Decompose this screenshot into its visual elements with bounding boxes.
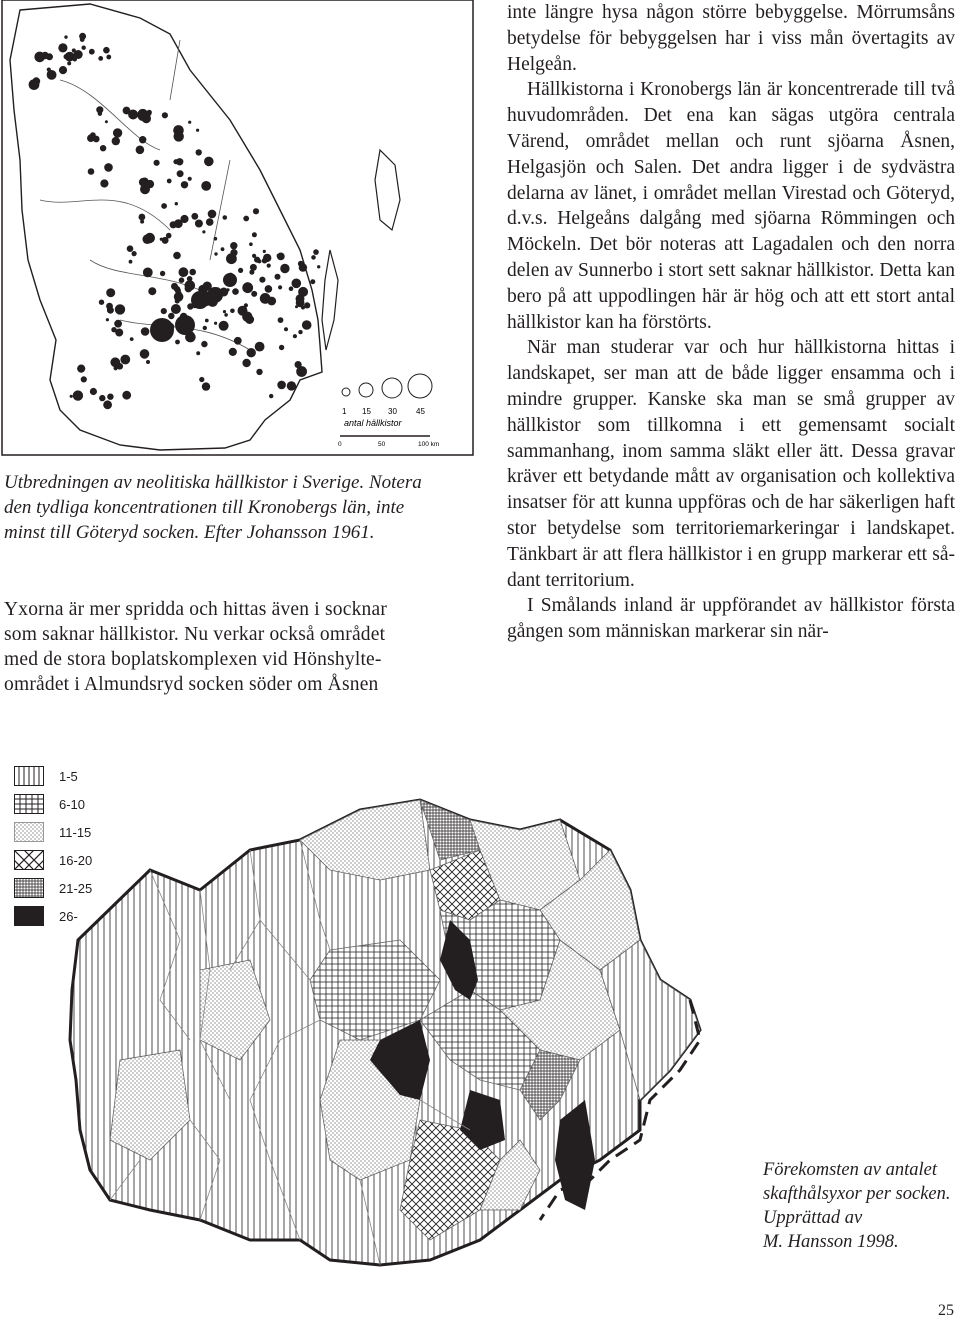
distribution-dot [292,279,302,289]
distribution-dot [223,273,237,287]
distribution-dot [259,277,265,283]
distribution-dot [232,288,239,295]
distribution-dot [115,304,125,314]
distribution-dot [256,369,262,375]
distribution-dot [298,330,302,334]
paragraph: inte längre hysa någon större bebyggelse. Mörrumsåns betydelse för bebyggelsen har i viss mån övertagits av Helgeån. [507,2,955,75]
distribution-map-sweden [0,0,475,460]
distribution-dot [93,136,100,143]
distribution-dot [279,345,284,350]
distribution-dot [175,315,195,335]
distribution-dot [161,203,167,209]
distribution-dot [202,230,205,233]
distribution-dot [139,136,146,143]
distribution-dot [204,157,214,167]
distribution-dot [223,215,228,220]
distribution-dot [114,320,122,328]
distribution-dot [179,267,189,277]
distribution-dot [173,159,178,164]
distribution-dot [139,178,148,187]
distribution-dot [296,366,307,377]
legend-label: 16-20 [59,853,93,868]
distribution-dot [205,319,209,323]
map1-caption [4,470,466,545]
distribution-dot [223,310,226,313]
distribution-dot [64,35,67,38]
distribution-dot [73,390,83,400]
distribution-dot [82,46,86,50]
distribution-dot [122,391,131,400]
right-column-text [507,0,955,645]
distribution-dot [284,327,288,331]
distribution-dot [267,264,271,268]
distribution-dot [278,285,282,289]
distribution-dot [252,254,256,258]
distribution-dot [145,233,155,243]
distribution-dot [107,307,114,314]
distribution-dot [185,280,196,291]
distribution-dot [234,337,242,345]
distribution-dot [243,216,249,222]
distribution-dot [265,285,273,293]
legend-row [14,878,134,898]
distribution-dot [221,247,225,251]
distribution-dot [103,47,110,54]
distribution-dot [105,120,108,123]
distribution-dot [67,61,71,65]
distribution-dot [224,313,228,317]
legend-label: 1-5 [59,769,78,784]
distribution-dot [278,317,284,323]
legend-value: 45 [416,407,425,416]
legend-row [14,850,134,870]
distribution-dot [34,81,39,86]
distribution-dot [214,237,218,241]
distribution-dot [257,259,261,263]
distribution-dot [238,268,243,273]
paragraph: Hällkistorna i Kronobergs län är koncentrerade till två huvudområden. Det ena kan sägas utgöra centrala Värend, området mellan och runt sjöarna Åsnen, Helgasjön och Salen. Det andra ligger i de sydvästra delarna av länet, i området mellan Virestad och Göteryd, d.v.s. Helgeåns dalgång med sjöarna Römmingen och Möckeln. Det bör noteras att Lagadalen och den norra delen av Sunnerbo i stort sett saknar hällkistor. Detta kan bero på att uppodlingen här är hög och att ett stort antal hällkistor kan ha förstörts. [507,79,955,333]
map2-caption [763,1158,958,1254]
legend-label: 26- [59,909,78,924]
distribution-dot [143,268,153,278]
distribution-dot [299,263,307,271]
distribution-dot [41,52,48,59]
scale-label: 0 [338,441,342,448]
legend-value: 15 [362,407,371,416]
distribution-dot [160,271,165,276]
distribution-dot [113,128,122,137]
distribution-dot [230,242,237,249]
body-line: området i Almundsryd socken söder om Åsnen [4,674,379,695]
distribution-dot [98,112,102,116]
distribution-dot [188,121,191,124]
body-line: med de stora boplatskomplexen vid Hönshylte- [4,649,382,670]
pattern-swatch-icon [14,766,44,786]
distribution-dot [150,318,174,342]
distribution-dot [154,160,160,166]
distribution-dot [304,302,310,308]
distribution-dot [88,168,95,175]
caption-line: den tydliga koncentrationen till Kronobergs län, inte [4,497,405,518]
distribution-dot [175,340,180,345]
distribution-dot [90,388,97,395]
distribution-dot [280,264,289,273]
distribution-dot [203,326,207,330]
distribution-dot [230,249,237,256]
distribution-dot [120,355,130,365]
distribution-dot [99,395,105,401]
distribution-dot [148,287,156,295]
caption-line: M. Hansson 1998. [763,1232,899,1252]
distribution-dot [59,66,67,74]
distribution-dot [249,242,253,246]
distribution-dot [89,49,95,55]
distribution-dot [310,279,315,284]
distribution-dot [77,365,85,373]
pattern-swatch-icon [14,794,44,814]
distribution-dot [313,249,319,255]
distribution-dot [189,269,196,276]
distribution-dot [289,286,294,291]
distribution-dot [242,359,250,367]
distribution-dot [196,129,199,132]
distribution-dot [146,360,150,364]
distribution-dot [251,291,257,297]
legend-value: 1 [342,407,347,416]
distribution-dot [160,238,163,241]
distribution-dot [98,56,103,61]
distribution-dot [207,287,223,303]
scale-label: 100 km [418,441,440,448]
pattern-swatch-icon [14,906,44,926]
distribution-dot [170,221,177,228]
distribution-dot [106,288,115,297]
distribution-dot [107,394,113,400]
body-line: som saknar hällkistor. Nu verkar också området [4,624,386,645]
distribution-dot [174,131,184,141]
distribution-dot [127,245,134,252]
distribution-dot [171,304,181,314]
legend-row [14,766,134,786]
distribution-dot [81,376,87,382]
legend-label: 21-25 [59,881,93,896]
distribution-dot [250,264,257,271]
distribution-dot [238,306,248,316]
distribution-dot [293,284,296,287]
distribution-dot [175,299,180,304]
distribution-dot [100,145,106,151]
page-number: 25 [938,1302,954,1319]
paragraph: När man studerar var och hur hällkistorna hittas i landskapet, ser man att de både ligger ensamma och i mindre grupper. Kanske ska man se små grupper av hällkistor som tillkomna i ett gemensamt socialt sammanhang, inom samma släkt eller ätt. Dessa gravar kräver ett betydande mått av organisation och kollektiva insatser för att kunna uppföras och de har säkerligen haft stor betydelse som territoriemarkeringar i landskapet. Tänkbart är att flera hällkistor i en grupp markerar ett sådant territorium. [507,337,955,591]
legend-row [14,906,134,926]
distribution-dot [99,300,104,305]
distribution-dot [263,250,266,253]
distribution-dot [175,202,178,205]
distribution-dot [191,291,209,309]
distribution-dot [177,170,184,177]
distribution-dot [199,377,204,382]
distribution-dot [111,327,116,332]
caption-line: Förekomsten av antalet [763,1160,937,1180]
caption-line: Upprättad av [763,1208,863,1228]
legend-title: antal hällkistor [344,418,402,428]
distribution-dot [139,214,146,221]
distribution-dot [247,348,256,357]
distribution-dot [106,318,109,321]
legend-label: 11-15 [59,825,92,840]
distribution-dot [206,218,214,226]
scale-label: 50 [378,441,386,448]
distribution-dot [100,179,108,187]
legend-value: 30 [388,407,397,416]
distribution-dot [277,381,286,390]
distribution-dot [196,149,202,155]
distribution-dot [229,348,237,356]
distribution-dot [275,274,281,280]
distribution-dot [103,400,112,409]
distribution-dot [201,181,211,191]
distribution-dot [173,252,181,260]
distribution-dot [64,54,69,59]
distribution-dot [140,220,144,224]
legend-row [14,822,134,842]
distribution-dot [132,251,137,256]
distribution-dot [219,321,229,331]
distribution-dot [112,137,120,145]
distribution-dot [311,255,316,260]
distribution-dot [47,70,57,80]
distribution-dot [242,282,253,293]
distribution-dot [168,313,174,319]
distribution-dot [277,254,281,258]
distribution-dot [196,351,200,355]
distribution-dot [202,382,210,390]
distribution-dot [171,283,178,290]
caption-line: Utbredningen av neolitiska hällkistor i Sverige. Notera [4,472,422,493]
distribution-dot [255,342,265,352]
distribution-dot [201,341,207,347]
distribution-dot [214,252,217,255]
distribution-dot [106,55,111,60]
distribution-dot [141,327,150,336]
distribution-dot [295,305,298,308]
paragraph: I Smålands inland är uppförandet av hällkistor första gången som människan markerar sin när- [507,595,955,643]
distribution-dot [137,109,148,120]
distribution-dot [179,277,185,283]
distribution-dot [191,213,198,220]
distribution-dot [167,179,172,184]
pattern-swatch-icon [14,850,44,870]
distribution-dot [166,233,172,239]
distribution-dot [104,163,113,172]
distribution-dot [263,254,271,262]
distribution-dot [140,349,150,359]
left-body-text [4,597,460,697]
distribution-dot [117,363,124,370]
pattern-swatch-icon [14,822,44,842]
distribution-dot [129,260,133,264]
pattern-swatch-icon [14,878,44,898]
distribution-dot [269,394,273,398]
legend-label: 6-10 [59,797,86,812]
distribution-dot [130,337,134,341]
distribution-dot [298,287,308,297]
distribution-dot [252,232,257,237]
distribution-dot [70,395,73,398]
distribution-dot [58,43,67,52]
distribution-dot [178,291,181,294]
distribution-dot [195,220,203,228]
distribution-dot [214,322,217,325]
distribution-dot [302,320,312,330]
distribution-dot [188,177,192,181]
distribution-dot [317,265,320,268]
distribution-dot [74,50,83,59]
distribution-dot [287,381,296,390]
distribution-dot [293,334,297,338]
distribution-dot [267,297,276,306]
distribution-dot [123,107,131,115]
distribution-dot [181,181,188,188]
distribution-dot [208,210,217,219]
distribution-dot [136,146,145,155]
distribution-dot [226,288,229,291]
distribution-dot [162,112,168,118]
caption-line: skafthålsyxor per socken. [763,1184,951,1204]
caption-line: minst till Göteryd socken. Efter Johansson 1961. [4,522,375,543]
distribution-dot [80,37,85,42]
body-line: Yxorna är mer spridda och hittas även i socknar [4,599,388,620]
distribution-dot [253,208,259,214]
distribution-dot [161,308,167,314]
distribution-dot [230,309,235,314]
legend-row [14,794,134,814]
